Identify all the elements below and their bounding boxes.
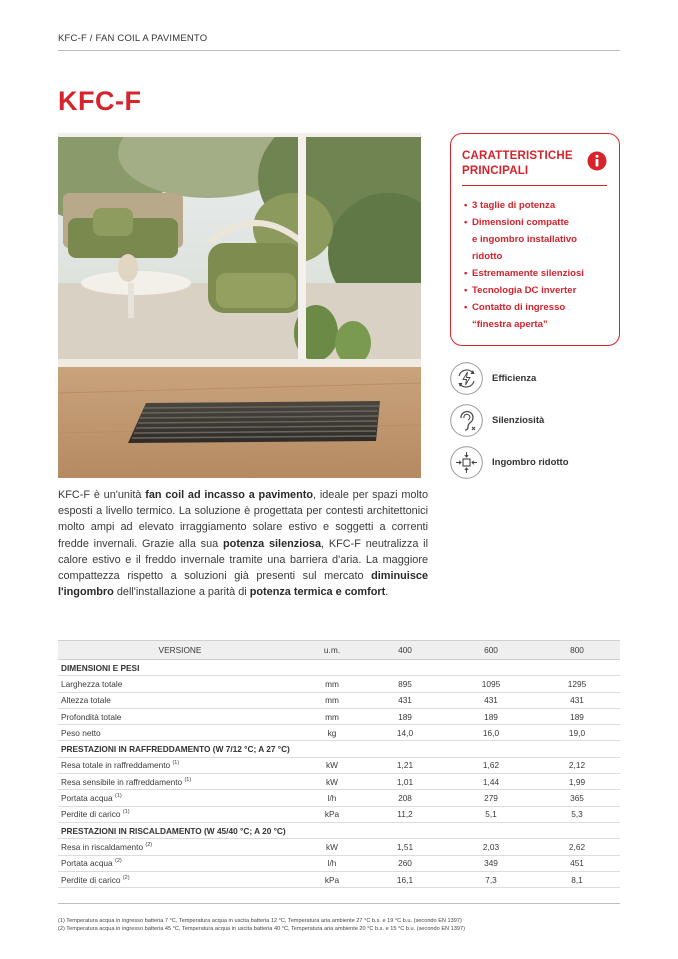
feature-item-continuation: e ingombro installativo xyxy=(472,234,578,245)
cell-600: 431 xyxy=(448,692,534,708)
row-label xyxy=(58,806,302,822)
row-label-text: Altezza totale xyxy=(61,695,111,706)
section-row xyxy=(58,660,620,676)
footnote-1: (1) Temperatura acqua in ingresso batteria 7 °C, Temperatura acqua in uscita batteria 12 °C, Temperatura aria ambiente 27 °C b.s. e 19 °C b.u. (secondo EN 1397) xyxy=(58,918,462,924)
footnote-ref: (1) xyxy=(184,776,192,783)
footnote-ref: (1) xyxy=(172,760,180,767)
row-unit: mm xyxy=(302,692,362,708)
table-row xyxy=(58,725,620,741)
table-header-row xyxy=(58,641,620,660)
feature-item: • Contatto di ingresso xyxy=(464,299,616,316)
table-row xyxy=(58,855,620,871)
row-unit: l/h xyxy=(302,790,362,806)
desc-highlight: potenza termica e comfort xyxy=(249,586,386,599)
section-title: DIMENSIONI E PESI xyxy=(58,660,620,676)
row-label-text: Peso netto xyxy=(61,727,101,738)
cell-400: 14,0 xyxy=(362,725,448,741)
row-label xyxy=(58,676,302,692)
row-label-text: Perdite di carico xyxy=(61,809,121,820)
efficiency-label: Efficienza xyxy=(492,373,537,384)
row-unit: l/h xyxy=(302,855,362,871)
desc-highlight: diminuisce l'ingombro xyxy=(58,570,428,599)
key-features-title xyxy=(462,149,582,179)
row-unit: mm xyxy=(302,708,362,724)
feature-efficiency xyxy=(450,362,620,398)
cell-800: 431 xyxy=(534,692,620,708)
feature-compact xyxy=(450,446,620,482)
efficiency-icon xyxy=(450,362,483,395)
footnote-ref: (2) xyxy=(122,874,130,881)
desc-text: , KFC-F neutralizza il calore estivo e il freddo invernale tramite una barriera d'aria. La maggiore compattezza rispetto a soluzioni già presenti sul mercato xyxy=(58,537,429,583)
desc-highlight: fan coil ad incasso a pavimento xyxy=(145,489,314,501)
key-features-divider xyxy=(462,185,607,186)
cell-600: 1095 xyxy=(448,676,534,692)
compact-label: Ingombro ridotto xyxy=(492,457,569,468)
row-label xyxy=(58,725,302,741)
cell-400: 1,51 xyxy=(362,839,448,855)
row-label xyxy=(58,774,302,790)
header-divider xyxy=(58,50,620,51)
cell-600: 279 xyxy=(448,790,534,806)
feature-item: • Estremamente silenziosi xyxy=(464,265,616,282)
table-row xyxy=(58,839,620,855)
header-unit: u.m. xyxy=(302,641,362,660)
row-unit: kW xyxy=(302,839,362,855)
feature-silence xyxy=(450,404,620,440)
footnotes xyxy=(58,917,465,934)
feature-item-continuation: ridotto xyxy=(472,251,503,262)
footnote-ref: (2) xyxy=(145,842,153,849)
cell-400: 16,1 xyxy=(362,871,448,887)
table-bottom-divider xyxy=(58,903,620,904)
key-features-title-line1: CARATTERISTICHE xyxy=(462,150,573,162)
cell-800: 2,12 xyxy=(534,757,620,773)
section-title: PRESTAZIONI IN RAFFREDDAMENTO (W 7/12 °C; A 27 °C) xyxy=(58,741,620,757)
cell-800: 2,62 xyxy=(534,839,620,855)
feature-item: • Tecnologia DC inverter xyxy=(464,282,616,299)
row-unit: kg xyxy=(302,725,362,741)
cell-600: 5,1 xyxy=(448,806,534,822)
cell-600: 349 xyxy=(448,855,534,871)
table-row xyxy=(58,757,620,773)
row-label xyxy=(58,839,302,855)
cell-600: 1,62 xyxy=(448,757,534,773)
row-label xyxy=(58,708,302,724)
table-row xyxy=(58,708,620,724)
cell-800: 189 xyxy=(534,708,620,724)
header-400: 400 xyxy=(362,641,448,660)
specifications-table xyxy=(58,640,620,888)
compact-icon xyxy=(450,446,483,479)
section-row xyxy=(58,741,620,757)
cell-600: 189 xyxy=(448,708,534,724)
row-label-text: Resa in riscaldamento xyxy=(61,841,144,852)
key-features-title-line2: PRINCIPALI xyxy=(462,165,529,177)
row-label xyxy=(58,855,302,871)
cell-400: 1,21 xyxy=(362,757,448,773)
cell-800: 1295 xyxy=(534,676,620,692)
footnote-2: (2) Temperatura acqua in ingresso batteria 45 °C, Temperatura acqua in uscita batteria 40 °C, Temperatura aria ambiente 20 °C b.s. e 15 °C b.u. (secondo EN 1397) xyxy=(58,926,465,933)
row-unit: kW xyxy=(302,757,362,773)
cell-600: 7,3 xyxy=(448,871,534,887)
feature-item: • 3 taglie di potenza xyxy=(464,197,616,214)
header-600: 600 xyxy=(448,641,534,660)
cell-800: 1,99 xyxy=(534,774,620,790)
row-label-text: Resa sensibile in raffreddamento xyxy=(61,776,183,787)
breadcrumb: KFC-F / FAN COIL A PAVIMENTO xyxy=(58,33,208,44)
row-label-text: Perdite di carico xyxy=(61,874,121,885)
table-row xyxy=(58,806,620,822)
cell-400: 189 xyxy=(362,708,448,724)
row-label xyxy=(58,871,302,887)
product-description xyxy=(58,487,428,600)
row-unit: kPa xyxy=(302,806,362,822)
row-unit: mm xyxy=(302,676,362,692)
row-label xyxy=(58,790,302,806)
cell-400: 1,01 xyxy=(362,774,448,790)
table-row xyxy=(58,692,620,708)
desc-text: . xyxy=(385,586,389,599)
row-label xyxy=(58,757,302,773)
desc-highlight: potenza silenziosa xyxy=(223,537,322,550)
cell-600: 2,03 xyxy=(448,839,534,855)
row-unit: kW xyxy=(302,774,362,790)
desc-text: , ideale per spazi molto esposti a livello termico. La soluzione è progettata per contesti architettonici molto ampi ad elevato irraggiamento solare estivo e soggetti a correnti fredde invernali. Grazie alla sua xyxy=(58,489,428,550)
silence-label: Silenziosità xyxy=(492,415,545,426)
cell-600: 1,44 xyxy=(448,774,534,790)
footnote-ref: (2) xyxy=(114,858,122,865)
key-features-list xyxy=(464,197,616,333)
section-row xyxy=(58,822,620,838)
row-unit: kPa xyxy=(302,871,362,887)
desc-text: dell'installazione a parità di xyxy=(113,586,250,599)
page-title: KFC-F xyxy=(58,86,142,116)
key-features-box xyxy=(450,133,620,346)
cell-400: 431 xyxy=(362,692,448,708)
footnote-ref: (1) xyxy=(114,793,122,800)
product-photo xyxy=(58,133,421,478)
table-row xyxy=(58,774,620,790)
cell-800: 365 xyxy=(534,790,620,806)
footnote-ref: (1) xyxy=(122,809,130,816)
feature-item-continuation: “finestra aperta” xyxy=(472,319,548,330)
row-label-text: Portata acqua xyxy=(61,858,113,869)
row-label-text: Portata acqua xyxy=(61,793,113,804)
cell-400: 11,2 xyxy=(362,806,448,822)
header-800: 800 xyxy=(534,641,620,660)
row-label-text: Profondità totale xyxy=(61,711,122,722)
cell-600: 16,0 xyxy=(448,725,534,741)
cell-800: 19,0 xyxy=(534,725,620,741)
desc-text: KFC-F è un'unità xyxy=(58,489,146,501)
cell-800: 451 xyxy=(534,855,620,871)
cell-400: 895 xyxy=(362,676,448,692)
table-row xyxy=(58,871,620,887)
info-icon xyxy=(587,151,607,171)
table-row xyxy=(58,790,620,806)
row-label-text: Resa totale in raffreddamento xyxy=(61,760,171,771)
silence-icon xyxy=(450,404,483,437)
cell-400: 260 xyxy=(362,855,448,871)
section-title: PRESTAZIONI IN RISCALDAMENTO (W 45/40 °C; A 20 °C) xyxy=(58,822,620,838)
row-label xyxy=(58,692,302,708)
row-label-text: Larghezza totale xyxy=(61,678,123,689)
table-row xyxy=(58,676,620,692)
feature-item: • Dimensioni compatte xyxy=(464,214,616,231)
cell-800: 5,3 xyxy=(534,806,620,822)
cell-400: 208 xyxy=(362,790,448,806)
header-versione: VERSIONE xyxy=(58,641,302,660)
cell-800: 8,1 xyxy=(534,871,620,887)
